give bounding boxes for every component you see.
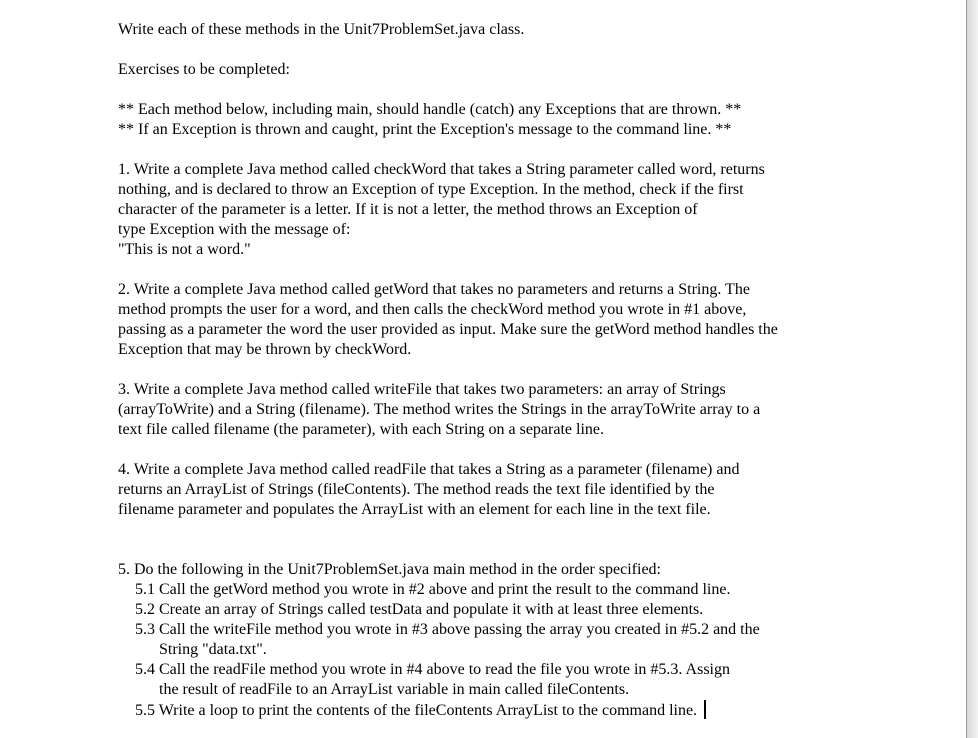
exercise-1-line: nothing, and is declared to throw an Exception of type Exception. In the method, check if the first bbox=[118, 181, 744, 198]
note-print-message: ** If an Exception is thrown and caught, print the Exception's message to the command line. ** bbox=[118, 121, 732, 138]
exercise-5-heading: 5. Do the following in the Unit7ProblemSet.java main method in the order specified: bbox=[118, 561, 661, 578]
window-background bbox=[967, 0, 978, 738]
exercise-3-line: 3. Write a complete Java method called writeFile that takes two parameters: an array of Strings bbox=[118, 381, 726, 398]
document-body[interactable] bbox=[118, 20, 863, 721]
step-5-5: 5.5 Write a loop to print the contents of the fileContents ArrayList to the command line. bbox=[135, 702, 698, 719]
exercise-4-line: 4. Write a complete Java method called readFile that takes a String as a parameter (filename) and bbox=[118, 461, 740, 478]
exercise-4 bbox=[118, 460, 863, 520]
step-5-3: 5.3 Call the writeFile method you wrote in #3 above passing the array you created in #5.2 and the bbox=[135, 621, 760, 638]
exercise-2-line: passing as a parameter the word the user provided as input. Make sure the getWord method handles the bbox=[118, 321, 778, 338]
exercise-4-line: returns an ArrayList of Strings (fileContents). The method reads the text file identified by the bbox=[118, 481, 715, 498]
exercise-1 bbox=[118, 160, 863, 260]
step-5-4: 5.4 Call the readFile method you wrote in #4 above to read the file you wrote in #5.3. Assign bbox=[135, 661, 730, 678]
exercise-1-line: "This is not a word." bbox=[118, 241, 251, 258]
exercise-1-line: 1. Write a complete Java method called checkWord that takes a String parameter called word, returns bbox=[118, 161, 765, 178]
exercises-heading: Exercises to be completed: bbox=[118, 61, 290, 78]
exercise-3 bbox=[118, 380, 863, 440]
note-catch-exceptions: ** Each method below, including main, should handle (catch) any Exceptions that are thrown. ** bbox=[118, 101, 742, 118]
step-5-4-continued: the result of readFile to an ArrayList variable in main called fileContents. bbox=[159, 681, 630, 698]
exercise-2-line: Exception that may be thrown by checkWord. bbox=[118, 341, 412, 358]
step-5-3-continued: String "data.txt". bbox=[159, 641, 267, 658]
exercise-2 bbox=[118, 280, 863, 360]
exercise-2-line: method prompts the user for a word, and then calls the checkWord method you wrote in #1 above, bbox=[118, 301, 747, 318]
step-5-1: 5.1 Call the getWord method you wrote in #2 above and print the result to the command line. bbox=[135, 581, 731, 598]
exercise-1-line: type Exception with the message of: bbox=[118, 221, 351, 238]
exercise-3-line: text file called filename (the parameter), with each String on a separate line. bbox=[118, 421, 604, 438]
exercise-2-line: 2. Write a complete Java method called getWord that takes no parameters and returns a String. The bbox=[118, 281, 750, 298]
intro-text: Write each of these methods in the Unit7ProblemSet.java class. bbox=[118, 21, 525, 38]
step-5-2: 5.2 Create an array of Strings called testData and populate it with at least three elements. bbox=[135, 601, 704, 618]
exercise-5 bbox=[118, 560, 863, 721]
exercise-1-line: character of the parameter is a letter. If it is not a letter, the method throws an Exception of bbox=[118, 201, 698, 218]
exercise-3-line: (arrayToWrite) and a String (filename). The method writes the Strings in the arrayToWrite array to a bbox=[118, 401, 761, 418]
step-5-5-row bbox=[118, 700, 863, 721]
text-cursor bbox=[704, 700, 706, 719]
exercise-4-line: filename parameter and populates the ArrayList with an element for each line in the text file. bbox=[118, 501, 711, 518]
